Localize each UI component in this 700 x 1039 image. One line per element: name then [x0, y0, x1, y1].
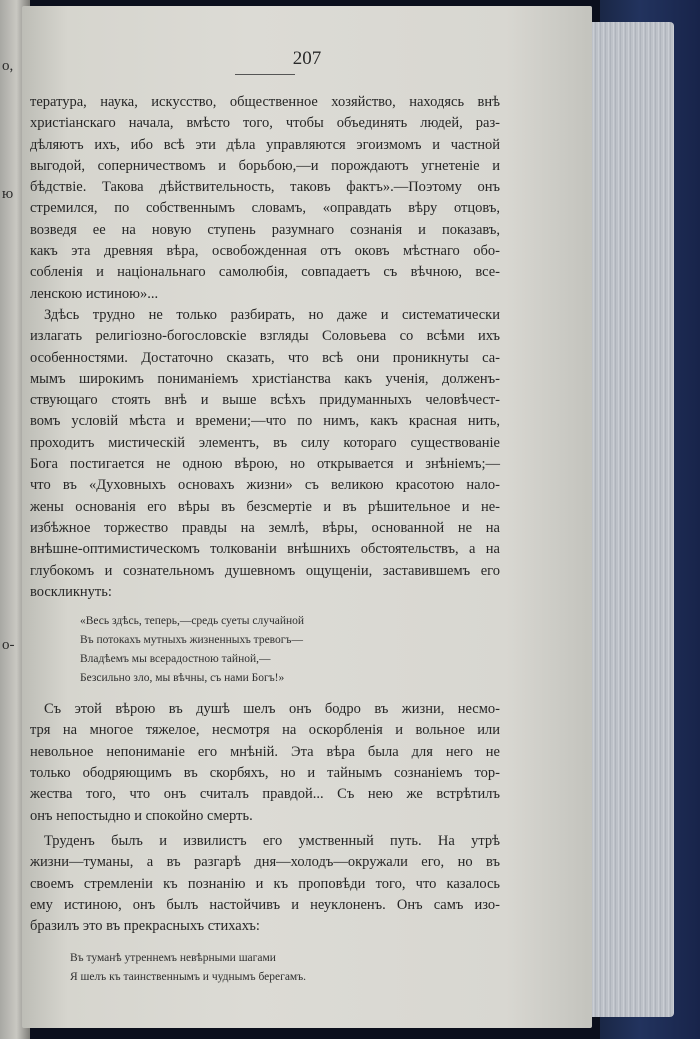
poem-quote-1	[30, 612, 500, 688]
text-line: избѣжное торжество правды на землѣ, вѣры, основанной не на	[30, 519, 500, 536]
text-line: жены основанія его вѣры въ безсмертіе и въ рѣшительное и не-	[30, 498, 500, 515]
paragraph-1	[30, 92, 500, 305]
text-line: жества того, что онъ считалъ правдой... Съ нею же встрѣтилъ	[30, 786, 500, 803]
text-line: только ободряющимъ въ скорбяхъ, но и тайнымъ сознаніемъ тор-	[30, 765, 500, 782]
poem-line: «Весь здѣсь, теперь,—средь суеты случайной	[80, 615, 305, 628]
text-line: собленія и національнаго самолюбія, совпадаетъ съ вѣчною, все-	[30, 264, 500, 281]
text-line: особенностями. Достаточно сказать, что всѣ они проникнуты са-	[30, 349, 500, 366]
text-line: бѣдствіе. Такова дѣйствительность, таковъ фактъ».—Поэтому онъ	[30, 179, 500, 196]
text-line: Здѣсь трудно не только разбирать, но даже и систематически	[44, 306, 500, 323]
page-number-rule	[235, 74, 295, 75]
text-line: воскликнуть:	[30, 583, 112, 600]
page-block-edges	[582, 22, 674, 1017]
text-line: глубокомъ и сознательномъ душевномъ ощущеніи, заставившемъ его	[30, 562, 500, 579]
text-line: невольное непониманіе его мнѣній. Эта вѣра была для него не	[30, 743, 500, 760]
text-line: ствующаго стоять внѣ и выше всѣхъ придуманныхъ человѣчест-	[30, 392, 500, 409]
left-page-fragment: о-	[2, 637, 15, 653]
text-line: вомъ условій мѣста и времени;—что по нимъ, какъ красная нить,	[30, 413, 500, 430]
text-line: выгодой, соперничествомъ и борьбою,—и порождаютъ угнетеніе и	[30, 157, 500, 174]
paragraph-4	[30, 831, 500, 937]
left-page-fragment: о,	[2, 58, 14, 74]
text-line: ему истиною, онъ былъ настойчивъ и неуклоненъ. Онъ самъ изо-	[30, 896, 500, 913]
text-line: ленскою истиною»...	[30, 285, 159, 302]
text-line: Бога постигается не одною вѣрою, но открывается и знѣніемъ;—	[30, 456, 500, 473]
poem-line: Въ туманѣ утреннемъ невѣрными шагами	[70, 952, 276, 965]
page-body	[30, 92, 500, 998]
text-line: бразилъ это въ прекрасныхъ стихахъ:	[30, 918, 260, 935]
paragraph-2	[30, 305, 500, 603]
text-line: тря на многое тяжелое, несмотря на оскорбленія и вольное или	[30, 722, 500, 739]
text-line: тература, наука, искусство, общественное хозяйство, находясь внѣ	[30, 94, 500, 110]
text-line: мымъ широкимъ пониманіемъ христіанства какъ ученія, долженъ-	[30, 370, 500, 387]
text-line: возведя ее на новую ступень разумнаго сознанія и показавъ,	[30, 221, 500, 238]
text-line: онъ непостыдно и спокойно смерть.	[30, 807, 253, 824]
left-page-fragment: ю	[2, 186, 14, 202]
poem-line: Въ потокахъ мутныхъ жизненныхъ тревогъ—	[80, 634, 303, 647]
book-page	[22, 6, 592, 1028]
poem-line: Владѣемъ мы всерадостною тайной,—	[80, 653, 271, 666]
text-line: внѣшне-оптимистическомъ толкованіи внѣшнихъ обстоятельствъ, а на	[30, 541, 500, 558]
text-line: какъ эта древняя вѣра, освобожденная отъ оковъ мѣстнаго обо-	[30, 243, 500, 260]
text-line: дѣляютъ ихъ, ибо всѣ эти дѣла управляются эгоизмомъ и частной	[30, 136, 500, 153]
text-line: стремился, по собственнымъ словамъ, «оправдать вѣру отцовъ,	[30, 200, 500, 217]
poem-line: Я шелъ къ таинственнымъ и чуднымъ берегамъ.	[70, 971, 307, 984]
text-line: своемъ стремленіи къ познанію и къ проповѣди того, что казалось	[30, 875, 500, 892]
text-line: излагать религіозно-богословскіе взгляды Соловьева со всѣми ихъ	[30, 328, 500, 345]
page-number: 207	[292, 48, 322, 69]
paragraph-3	[30, 699, 500, 827]
text-line: Съ этой вѣрою въ душѣ шелъ онъ бодро въ жизни, несмо-	[44, 701, 500, 718]
text-line: христіанскаго начала, вмѣсто того, чтобы объединять людей, раз-	[30, 115, 500, 132]
poem-quote-2	[30, 949, 500, 987]
text-line: Труденъ былъ и извилистъ его умственный путь. На утрѣ	[44, 832, 500, 849]
poem-line: Безсильно зло, мы вѣчны, съ нами Богъ!»	[80, 672, 285, 685]
text-line: жизни—туманы, а въ разгарѣ дня—холодъ—окружали его, но въ	[30, 854, 500, 871]
text-line: что въ «Духовныхъ основахъ жизни» съ великою красотою нало-	[30, 477, 500, 494]
text-line: проходитъ мистическій элементъ, въ силу котораго существованіе	[30, 434, 500, 451]
